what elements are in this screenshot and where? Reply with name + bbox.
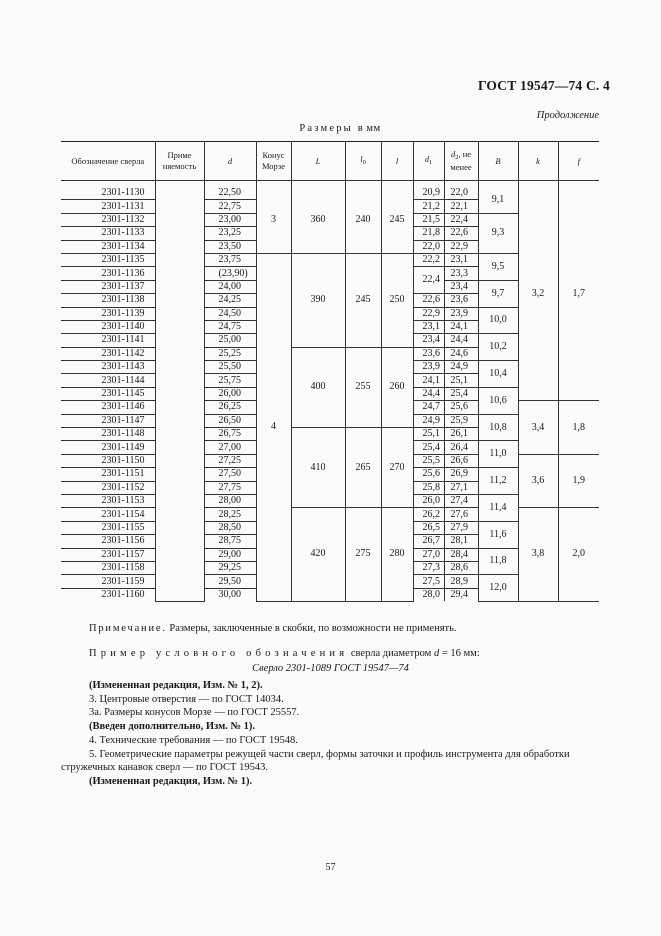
cell-d2: 22,6 [444, 227, 478, 240]
cell-B: 11,2 [478, 468, 518, 495]
table-header-row [61, 142, 599, 181]
cell-d1: 24,1 [413, 374, 444, 387]
cell-d1: 23,1 [413, 320, 444, 333]
cell-designation: 2301-1151 [61, 468, 155, 481]
cell-d2: 26,4 [444, 441, 478, 454]
cell-L: 390 [291, 253, 345, 347]
cell-d: 23,75 [204, 253, 256, 266]
cell-f: 1,9 [558, 454, 599, 508]
col-header-l-text: l [395, 155, 399, 166]
cell-d1: 25,6 [413, 468, 444, 481]
col-header-l0 [345, 142, 381, 181]
cell-d1: 25,1 [413, 428, 444, 441]
units-caption [240, 123, 440, 134]
cell-L: 410 [291, 428, 345, 508]
cell-d1: 25,4 [413, 441, 444, 454]
cell-d2: 23,1 [444, 253, 478, 266]
cell-morse: 3 [256, 187, 291, 253]
cell-d1: 21,8 [413, 227, 444, 240]
cell-designation: 2301-1133 [61, 227, 155, 240]
cell-d1: 22,9 [413, 307, 444, 320]
cell-d2: 28,1 [444, 535, 478, 548]
col-header-k-text: k [536, 155, 540, 166]
cell-d1: 25,5 [413, 454, 444, 467]
col-header-d2 [444, 142, 478, 181]
cell-designation: 2301-1141 [61, 334, 155, 347]
cell-d: 28,50 [204, 521, 256, 534]
amendment-note: (Измененная редакция, Изм. № 1, 2). [89, 680, 263, 691]
cell-d2: 28,4 [444, 548, 478, 561]
note-label: Примечание. [89, 623, 167, 634]
cell-d2: 24,9 [444, 361, 478, 374]
cell-L: 420 [291, 508, 345, 601]
col-header-d2-text: d [450, 149, 456, 160]
cell-d2: 22,0 [444, 187, 478, 200]
body-text [61, 679, 599, 789]
cell-l0: 265 [345, 428, 381, 508]
cell-d2: 26,9 [444, 468, 478, 481]
col-header-d1-text: d [424, 154, 429, 165]
cell-d2: 22,1 [444, 200, 478, 213]
cell-d1: 28,0 [413, 588, 444, 601]
cell-d1: 22,4 [413, 267, 444, 294]
cell-d1: 24,7 [413, 401, 444, 414]
cell-d: 26,00 [204, 387, 256, 400]
cell-designation: 2301-1146 [61, 401, 155, 414]
cell-B: 10,8 [478, 414, 518, 441]
cell-designation: 2301-1132 [61, 213, 155, 226]
col-header-f [558, 142, 599, 181]
cell-B: 9,3 [478, 213, 518, 253]
cell-d2: 24,1 [444, 320, 478, 333]
cell-l0: 275 [345, 508, 381, 601]
cell-B: 10,0 [478, 307, 518, 334]
cell-l: 270 [381, 428, 413, 508]
cell-d1: 27,5 [413, 575, 444, 588]
cell-d: 27,00 [204, 441, 256, 454]
cell-B: 9,5 [478, 253, 518, 280]
cell-d1: 21,5 [413, 213, 444, 226]
body-paragraph: 4. Технические требования — по ГОСТ 19548. [89, 734, 298, 746]
cell-d: 22,75 [204, 200, 256, 213]
cell-designation: 2301-1160 [101, 588, 145, 600]
cell-d: 29,50 [204, 575, 256, 588]
cell-d: 28,00 [204, 494, 256, 507]
cell-f: 2,0 [558, 508, 599, 601]
cell-morse: 4 [256, 253, 291, 601]
cell-d: 25,00 [204, 334, 256, 347]
cell-d2: 27,1 [444, 481, 478, 494]
cell-B: 11,8 [478, 548, 518, 575]
cell-d1: 22,6 [413, 294, 444, 307]
cell-d: 27,75 [204, 481, 256, 494]
cell-d2: 25,4 [444, 387, 478, 400]
cell-d: 24,25 [204, 294, 256, 307]
cell-l: 245 [381, 187, 413, 253]
cell-B: 11,4 [478, 494, 518, 521]
cell-designation: 2301-1148 [61, 428, 155, 441]
cell-d2: 25,9 [444, 414, 478, 427]
cell-k: 3,4 [518, 401, 558, 455]
cell-d: 29,25 [204, 561, 256, 574]
cell-d: 29,00 [204, 548, 256, 561]
cell-designation: 2301-1150 [61, 454, 155, 467]
cell-designation: 2301-1138 [61, 294, 155, 307]
cell-d2: 28,6 [444, 561, 478, 574]
cell-designation: 2301-1158 [61, 561, 155, 574]
col-header-d1 [413, 142, 444, 181]
col-header-L-text: L [315, 155, 321, 166]
cell-d1: 24,4 [413, 387, 444, 400]
table-row [61, 508, 599, 521]
cell-L: 400 [291, 347, 345, 427]
table-body [61, 181, 599, 602]
cell-designation: 2301-1155 [61, 521, 155, 534]
col-header-d-text: d [227, 155, 233, 166]
body-paragraph: 3а. Размеры конусов Морзе — по ГОСТ 25557. [89, 707, 300, 719]
cell-L: 360 [291, 187, 345, 253]
cell-d1: 22,0 [413, 240, 444, 253]
document-header-title: ГОСТ 19547—74 С. 4 [477, 78, 610, 93]
cell-d: 25,75 [204, 374, 256, 387]
col-header-d2-suffix: , не менее [450, 149, 472, 173]
cell-l0: 245 [345, 253, 381, 347]
cell-d: 28,75 [204, 535, 256, 548]
cell-d: 26,75 [204, 428, 256, 441]
cell-designation: 2301-1149 [61, 441, 155, 454]
cell-designation: 2301-1134 [61, 240, 155, 253]
cell-B: 9,1 [478, 187, 518, 213]
cell-d2: 26,6 [444, 454, 478, 467]
cell-l0: 255 [345, 347, 381, 427]
cell-d1: 23,4 [413, 334, 444, 347]
cell-d2: 27,9 [444, 521, 478, 534]
cell-B: 10,6 [478, 387, 518, 414]
cell-f: 1,8 [558, 401, 599, 455]
col-header-l [381, 142, 413, 181]
cell-designation: 2301-1154 [61, 508, 155, 521]
cell-d: 25,25 [204, 347, 256, 360]
cell-d: 30,00 [204, 588, 256, 601]
cell-f: 1,7 [558, 187, 599, 401]
cell-application [155, 187, 204, 601]
cell-designation: 2301-1157 [61, 548, 155, 561]
cell-designation: 2301-1139 [61, 307, 155, 320]
cell-d2: 26,1 [444, 428, 478, 441]
cell-k: 3,2 [518, 187, 558, 401]
cell-d1: 27,3 [413, 561, 444, 574]
cell-designation: 2301-1152 [61, 481, 155, 494]
cell-d: (23,90) [204, 267, 256, 280]
cell-d2: 25,1 [444, 374, 478, 387]
example-var: d [433, 648, 440, 659]
cell-d1: 20,9 [413, 187, 444, 200]
cell-d: 25,50 [204, 361, 256, 374]
col-header-d [204, 142, 256, 181]
cell-d1: 26,7 [413, 535, 444, 548]
cell-d: 27,50 [204, 468, 256, 481]
cell-designation: 2301-1140 [61, 320, 155, 333]
cell-d: 28,25 [204, 508, 256, 521]
cell-d2: 27,6 [444, 508, 478, 521]
cell-d1: 23,6 [413, 347, 444, 360]
col-header-k [518, 142, 558, 181]
example-designation: Сверло 2301-1089 ГОСТ 19547—74 [252, 663, 409, 674]
drill-dimensions-table [61, 141, 599, 602]
cell-designation: 2301-1147 [61, 414, 155, 427]
col-header-l0-sub: 0 [362, 159, 366, 167]
cell-d2: 22,9 [444, 240, 478, 253]
cell-l: 260 [381, 347, 413, 427]
table-row [61, 187, 599, 200]
col-header-morse: Конус Морзе [256, 142, 291, 181]
cell-d: 23,00 [204, 213, 256, 226]
cell-d2: 23,9 [444, 307, 478, 320]
cell-d2: 28,9 [444, 575, 478, 588]
col-header-B [478, 142, 518, 181]
cell-d: 24,50 [204, 307, 256, 320]
cell-l: 250 [381, 253, 413, 347]
example-line [89, 647, 480, 661]
amendment-note: (Измененная редакция, Изм. № 1). [89, 775, 253, 787]
cell-designation: 2301-1159 [61, 575, 155, 588]
col-header-application: Приме няемость [155, 142, 204, 181]
cell-designation: 2301-1130 [61, 187, 155, 200]
col-header-d2-sub: 2 [455, 154, 459, 162]
amendment-note: (Введен дополнительно, Изм. № 1). [89, 721, 256, 733]
cell-d: 22,50 [204, 187, 256, 200]
cell-d1: 24,9 [413, 414, 444, 427]
cell-d2: 23,4 [444, 280, 478, 293]
cell-k: 3,6 [518, 454, 558, 508]
cell-designation: 2301-1144 [61, 374, 155, 387]
cell-d1: 21,2 [413, 200, 444, 213]
cell-d1: 26,2 [413, 508, 444, 521]
cell-designation: 2301-1136 [61, 267, 155, 280]
cell-designation: 2301-1142 [61, 347, 155, 360]
col-header-L [291, 142, 345, 181]
cell-d2: 25,6 [444, 401, 478, 414]
cell-d2: 27,4 [444, 494, 478, 507]
cell-B: 11,6 [478, 521, 518, 548]
cell-d1: 22,2 [413, 253, 444, 266]
cell-designation: 2301-1135 [61, 253, 155, 266]
example-text-before: сверла диаметром [348, 648, 434, 659]
cell-d: 23,50 [204, 240, 256, 253]
cell-B: 9,7 [478, 280, 518, 307]
cell-d: 24,75 [204, 320, 256, 333]
note-text: Размеры, заключенные в скобки, по возможности не применять. [166, 623, 457, 634]
cell-k: 3,8 [518, 508, 558, 601]
table-note [89, 622, 457, 636]
body-paragraph: 3. Центровые отверстия — по ГОСТ 14034. [89, 693, 284, 705]
cell-d2: 29,4 [444, 588, 478, 601]
cell-designation: 2301-1156 [61, 535, 155, 548]
cell-d2: 22,4 [444, 213, 478, 226]
cell-d1: 26,5 [413, 521, 444, 534]
cell-d: 26,25 [204, 401, 256, 414]
example-label: Пример условного обозначения [89, 648, 349, 659]
cell-d2: 23,3 [444, 267, 478, 280]
col-header-d1-sub: 1 [429, 159, 433, 167]
units-caption-suffix: в мм [357, 123, 381, 134]
col-header-designation: Обозначение сверла [71, 155, 145, 166]
cell-designation: 2301-1153 [61, 494, 155, 507]
cell-d2: 23,6 [444, 294, 478, 307]
cell-d1: 23,9 [413, 361, 444, 374]
example-text-after: = 16 мм: [439, 648, 480, 659]
page-number: 57 [325, 862, 336, 873]
cell-d1: 25,8 [413, 481, 444, 494]
cell-d: 23,25 [204, 227, 256, 240]
body-paragraph: 5. Геометрические параметры режущей части сверл, формы заточки и профиль инструмента для обработки стружечных канавок сверл — по ГОСТ 19543. [61, 748, 570, 774]
continued-label: Продолжение [536, 110, 599, 121]
cell-designation: 2301-1131 [61, 200, 155, 213]
cell-d: 24,00 [204, 280, 256, 293]
col-header-B-text: B [495, 155, 501, 166]
col-header-f-text: f [577, 155, 580, 166]
cell-d2: 24,6 [444, 347, 478, 360]
cell-d2: 24,4 [444, 334, 478, 347]
cell-d: 27,25 [204, 454, 256, 467]
cell-B: 10,4 [478, 361, 518, 388]
cell-designation: 2301-1145 [61, 387, 155, 400]
cell-d: 26,50 [204, 414, 256, 427]
cell-B: 10,2 [478, 334, 518, 361]
cell-B: 11,0 [478, 441, 518, 468]
cell-d1: 27,0 [413, 548, 444, 561]
units-caption-word: Размеры [299, 123, 353, 134]
col-header-l0-text: l [360, 154, 363, 165]
cell-l0: 240 [345, 187, 381, 253]
cell-designation: 2301-1137 [61, 280, 155, 293]
cell-designation: 2301-1143 [61, 361, 155, 374]
cell-B: 12,0 [478, 575, 518, 601]
cell-l: 280 [381, 508, 413, 601]
cell-d1: 26,0 [413, 494, 444, 507]
